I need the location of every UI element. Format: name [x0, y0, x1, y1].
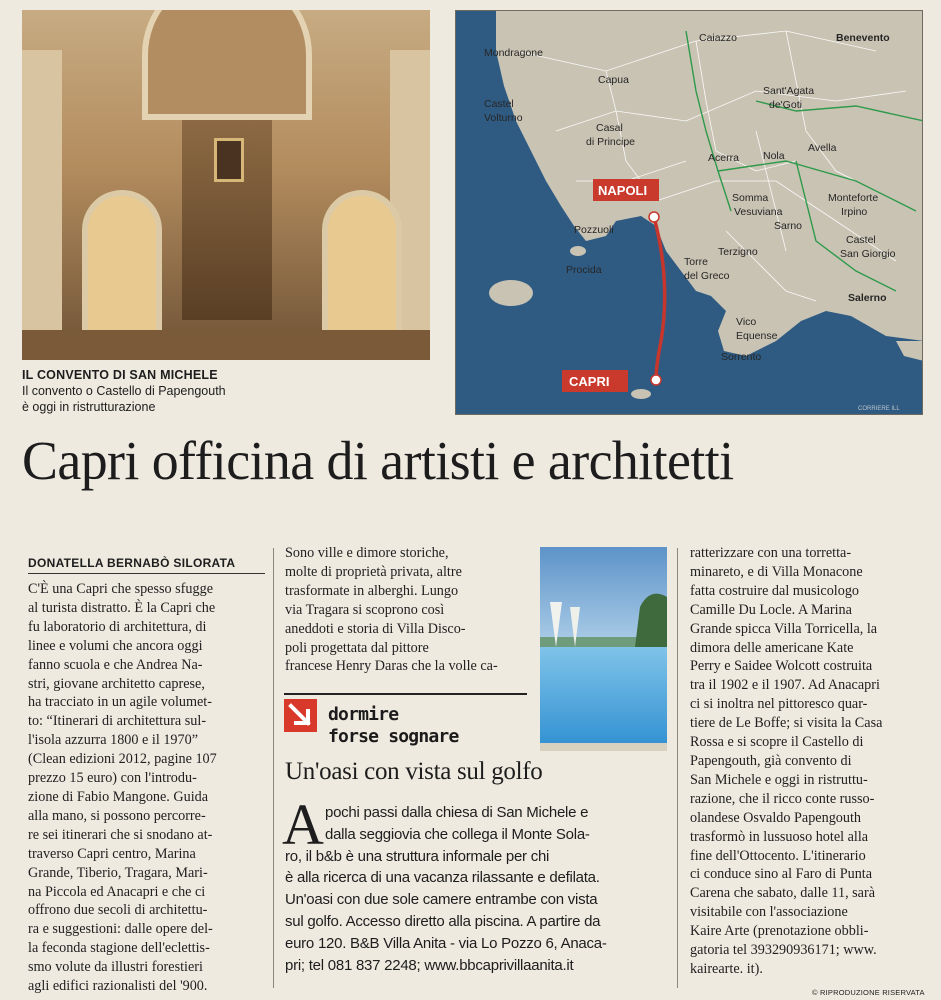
map-place: di Principe	[586, 136, 636, 148]
pool-edge	[540, 743, 667, 751]
map-place: Terzigno	[718, 246, 758, 258]
text-line: ra e suggestioni: dalle opere del-	[28, 921, 213, 938]
side-arch	[322, 190, 402, 340]
map-place: Acerra	[708, 152, 739, 164]
text-line: tra il 1902 e il 1907. Ad Anacapri	[690, 677, 880, 694]
map-place: del Greco	[684, 270, 730, 282]
map-place: Vesuviana	[734, 206, 783, 218]
capri-marker	[651, 375, 661, 385]
map-place: Caiazzo	[699, 32, 737, 44]
text-line: ratterizzare con una torretta-	[690, 545, 852, 561]
text-line: è alla ricerca di una vacanza rilassante e defilata.	[285, 869, 600, 887]
text-line: fine dell'Ottocento. L'itinerario	[690, 847, 866, 864]
arrow-icon	[284, 699, 317, 732]
map-place: Volturno	[484, 112, 523, 124]
box-label: dormire	[328, 704, 399, 725]
map-place: Torre	[684, 256, 708, 268]
map-place: de'Goti	[769, 99, 802, 111]
byline: DONATELLA BERNABÒ SILORATA	[28, 556, 236, 570]
column-divider	[677, 548, 678, 988]
text-line: to: “Itinerari di architettura sul-	[28, 713, 207, 730]
box-heading: Un'oasi con vista sul golfo	[285, 758, 543, 785]
article-headline: Capri officina di artisti e architetti	[22, 430, 734, 491]
map-place: Mondragone	[484, 47, 543, 59]
text-line: olandese Osvaldo Papengouth	[690, 809, 862, 826]
box-body	[285, 802, 670, 976]
text-line: la feconda stagione dell'eclettis-	[28, 940, 210, 957]
text-line: molte di proprietà privata, altre	[285, 563, 462, 580]
text-line: offrono due secoli di architettu-	[28, 902, 208, 919]
text-line: l'isola azzurra 1800 e il 1970”	[28, 732, 198, 749]
map-place: Monteforte	[828, 192, 879, 204]
map-place: Somma	[732, 192, 769, 204]
vault	[142, 10, 312, 120]
text-line: pochi passi dalla chiesa di San Michele e	[325, 804, 589, 821]
map-place: Avella	[808, 142, 837, 154]
byline-rule	[28, 573, 265, 574]
text-line: kairearte. it).	[690, 960, 763, 977]
text-line: Papengouth, già convento di	[690, 752, 852, 769]
text-line: minareto, e di Villa Monacone	[690, 563, 863, 580]
procida-island	[570, 246, 586, 256]
text-line: tiere de Le Boffe; si visita la Casa	[690, 715, 883, 732]
text-line: dalla seggiovia che collega il Monte Sola-	[325, 825, 590, 843]
text-line: linee e volumi che ancora oggi	[28, 637, 203, 654]
map-credit: CORRIERE ILL	[858, 406, 900, 412]
text-line: gatoria tel 393290936171; www.	[690, 942, 877, 959]
article-column-4	[690, 544, 922, 979]
ischia-island	[489, 280, 533, 306]
map-place: Nola	[763, 150, 785, 162]
pool-photo	[540, 547, 667, 751]
map-place: Sorrento	[721, 351, 762, 363]
map-place: San Giorgio	[840, 248, 896, 260]
column-divider	[273, 548, 274, 988]
text-line: Camille Du Locle. A Marina	[690, 601, 852, 618]
map-place: Castel	[846, 234, 876, 246]
text-line: ci si inoltra nel pittoresco quar-	[690, 696, 868, 713]
drop-cap: A	[282, 792, 324, 857]
text-line: Grande spicca Villa Torricella, la	[690, 620, 878, 637]
text-line: stri, giovane architetto caprese,	[28, 675, 205, 692]
text-line: na Piccola ed Anacapri e che ci	[28, 883, 206, 900]
capri-island	[631, 389, 651, 399]
text-line: al turista distratto. È la Capri che	[28, 599, 216, 616]
text-line: Carena che sabato, dalle 11, sarà	[690, 885, 876, 902]
text-line: zione di Fabio Mangone. Guida	[28, 788, 209, 805]
text-line: Un'oasi con due sole camere entrambe con vista	[285, 891, 598, 909]
text-line: C'È una Capri che spesso sfugge	[28, 581, 213, 597]
text-line: poli progettata dal pittore	[285, 639, 429, 656]
map-place: Pozzuoli	[574, 224, 614, 236]
text-line: Perry e Saidee Wolcott costruita	[690, 658, 873, 675]
text-line: dimora delle americane Kate	[690, 639, 854, 656]
text-line: aneddoti e storia di Villa Disco-	[285, 620, 466, 637]
text-line: visitabile con l'associazione	[690, 904, 848, 921]
napoli-label: NAPOLI	[598, 183, 648, 198]
text-line: ci conduce sino al Faro di Punta	[690, 866, 873, 883]
article-column-2	[285, 544, 530, 676]
copyright-notice: © RIPRODUZIONE RISERVATA	[812, 988, 925, 997]
map-place: Castel	[484, 98, 514, 110]
text-line: ro, il b&b è una struttura informale per chi	[285, 847, 550, 865]
photo-caption-line: Il convento o Castello di Papengouth	[22, 384, 226, 398]
text-line: fanno scuola e che Andrea Na-	[28, 656, 203, 673]
map-place: Casal	[596, 122, 623, 134]
text-line: Grande, Tiberio, Tragara, Mari-	[28, 864, 208, 881]
map-place: Procida	[566, 264, 602, 276]
altar-painting	[214, 138, 244, 182]
text-line: pri; tel 081 837 2248; www.bbcaprivillaanita.it	[285, 956, 574, 974]
text-line: fatta costruire dal musicologo	[690, 582, 860, 599]
napoli-marker	[649, 212, 659, 222]
text-line: (Clean edizioni 2012, pagine 107	[28, 751, 217, 768]
text-line: francese Henry Daras che la volle ca-	[285, 658, 498, 675]
text-line: razione, che il ricco conte russo-	[690, 790, 875, 807]
text-line: trasformate in alberghi. Lungo	[285, 582, 459, 599]
photo-caption-line: è oggi in ristrutturazione	[22, 400, 156, 414]
text-line: ha tracciato in un agile volumet-	[28, 694, 212, 711]
text-line: traverso Capri centro, Marina	[28, 845, 196, 862]
text-line: prezzo 15 euro) con l'introdu-	[28, 770, 197, 787]
map-place: Irpino	[841, 206, 868, 218]
map-place: Salerno	[848, 292, 887, 304]
box-rule	[284, 693, 527, 695]
convent-photo	[22, 10, 430, 360]
text-line: euro 120. B&B Villa Anita - via Lo Pozzo 6, Anaca-	[285, 934, 607, 952]
text-line: fu laboratorio di architettura, di	[28, 618, 207, 635]
text-line: Kaire Arte (prenotazione obbli-	[690, 923, 869, 940]
text-line: smo volute da illustri forestieri	[28, 959, 203, 976]
article-column-1	[28, 580, 268, 996]
map-place: Sant'Agata	[763, 85, 815, 97]
text-line: San Michele e oggi in ristruttu-	[690, 771, 868, 788]
map-place: Benevento	[836, 32, 890, 44]
map-place: Equense	[736, 330, 778, 342]
text-line: alla mano, si possono percorre-	[28, 807, 206, 824]
bay-of-naples-map	[455, 10, 923, 415]
side-arch	[82, 190, 162, 340]
text-line: re sei itinerari che si snodano at-	[28, 826, 213, 843]
box-label: forse sognare	[328, 726, 459, 747]
text-line: via Tragara si scoprono così	[285, 601, 445, 618]
text-line: agli edifici razionalisti del '900.	[28, 978, 208, 995]
map-place: Vico	[736, 316, 757, 328]
photo-caption-title: IL CONVENTO DI SAN MICHELE	[22, 368, 218, 382]
text-line: trasformò in lussuoso hotel alla	[690, 828, 869, 845]
pool-water	[540, 647, 667, 751]
capri-label: CAPRI	[569, 374, 610, 389]
text-line: Sono ville e dimore storiche,	[285, 545, 449, 561]
text-line: sul golfo. Accesso diretto alla piscina. A partire da	[285, 912, 601, 930]
floor	[22, 330, 430, 360]
text-line: Rossa e si scopre il Castello di	[690, 734, 864, 751]
map-place: Sarno	[774, 220, 803, 232]
pillar	[22, 50, 62, 360]
map-place: Capua	[598, 74, 629, 86]
